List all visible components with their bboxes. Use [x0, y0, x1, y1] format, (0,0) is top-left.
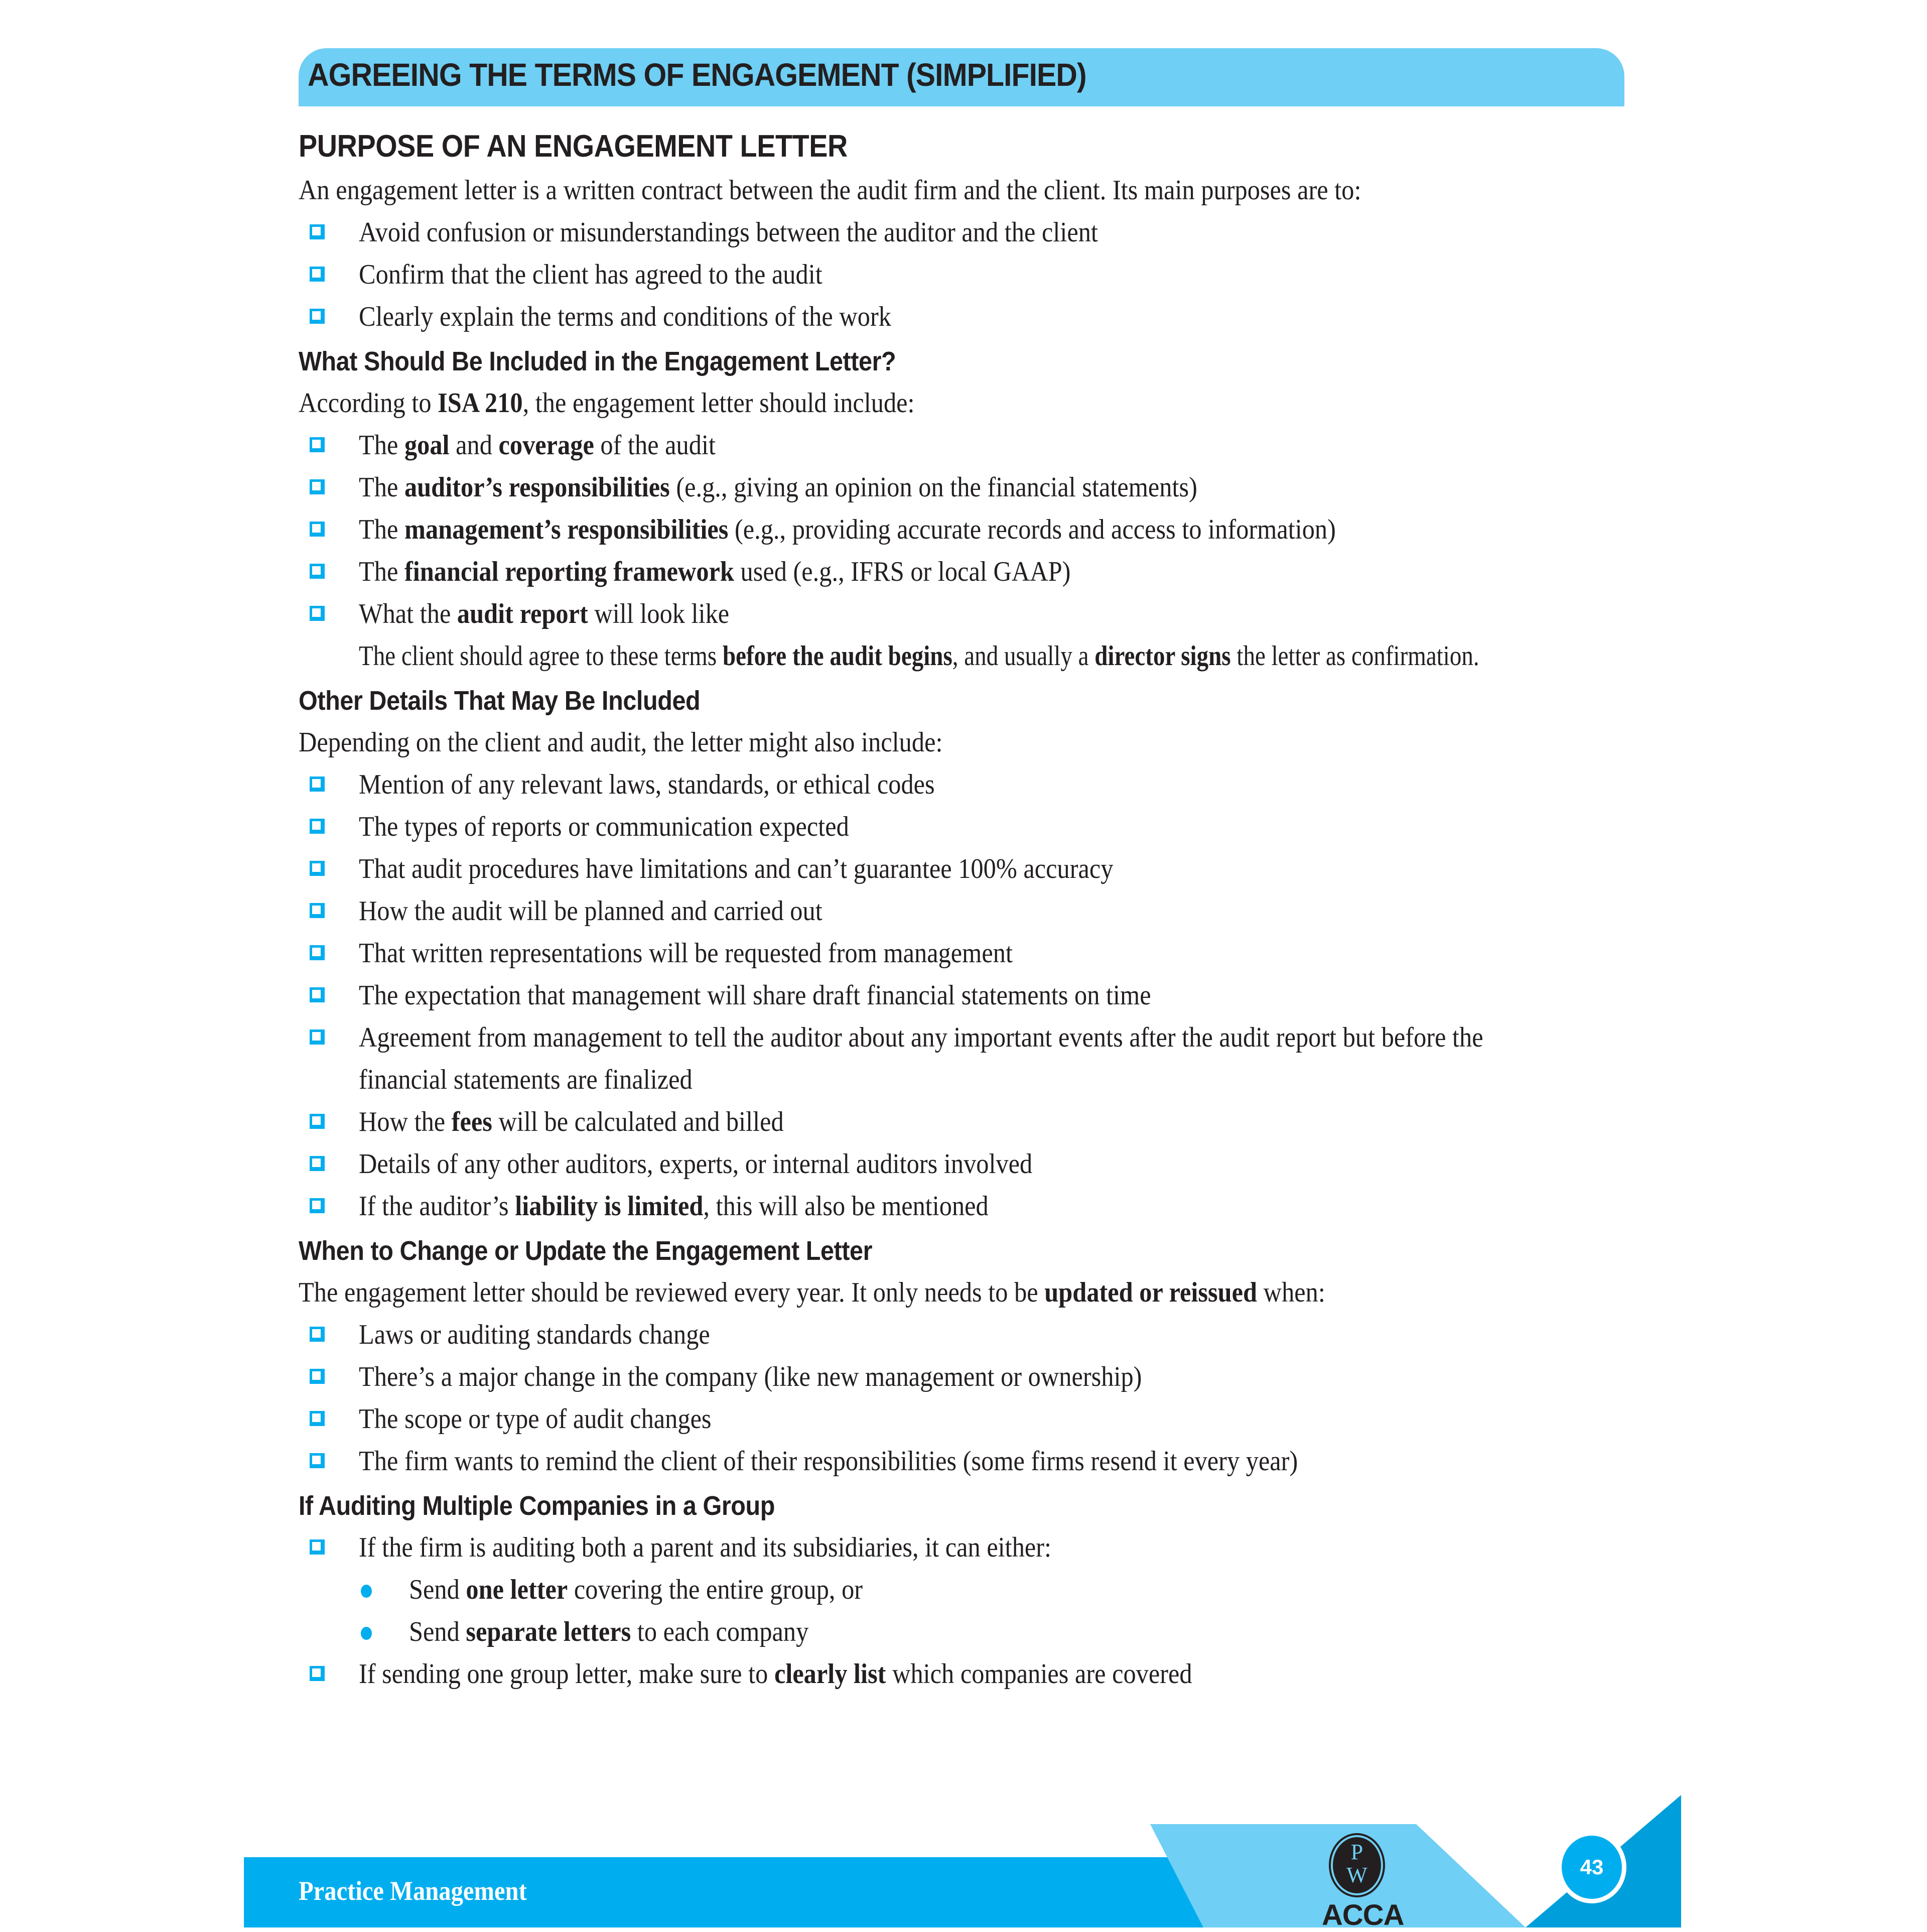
list-item: Details of any other auditors, experts, or internal auditors involved: [299, 1143, 1624, 1185]
section-heading-included: What Should Be Included in the Engagement Letter?: [299, 346, 896, 376]
sub-list-item: Send separate letters to each company: [299, 1611, 1624, 1653]
acca-logo-text: ACCA: [1322, 1899, 1404, 1931]
section-heading-update: When to Change or Update the Engagement Letter: [299, 1236, 873, 1266]
list-item: How the audit will be planned and carried out: [299, 890, 1624, 932]
list-item: What the audit report will look like: [299, 593, 1624, 635]
list-item: The financial reporting framework used (e.g., IFRS or local GAAP): [299, 551, 1624, 593]
sub-list-item: Send one letter covering the entire group, or: [299, 1569, 1624, 1611]
list-item: The expectation that management will share draft financial statements on time: [299, 974, 1624, 1016]
footer-section-label: Practice Management: [299, 1876, 527, 1906]
list-item: Mention of any relevant laws, standards, or ethical codes: [299, 763, 1624, 806]
update-intro: The engagement letter should be reviewed every year. It only needs to be updated or reissued when:: [299, 1277, 1325, 1308]
page-number: 43: [1557, 1831, 1626, 1903]
list-item: If sending one group letter, make sure to clearly list which companies are covered: [299, 1653, 1624, 1695]
list-item: How the fees will be calculated and billed: [299, 1101, 1624, 1143]
list-item: The management’s responsibilities (e.g., providing accurate records and access to information): [299, 508, 1624, 551]
page-title: AGREEING THE TERMS OF ENGAGEMENT (SIMPLIFIED): [308, 57, 1086, 93]
included-note: The client should agree to these terms before the audit begins, and usually a director signs the letter as confirmation.: [359, 640, 1479, 672]
list-item: The auditor’s responsibilities (e.g., giving an opinion on the financial statements): [299, 466, 1624, 508]
list-item: There’s a major change in the company (like new management or ownership): [299, 1356, 1624, 1398]
included-intro: According to ISA 210, the engagement letter should include:: [299, 388, 915, 419]
pw-acca-logo: [1322, 1837, 1404, 1932]
section-heading-group: If Auditing Multiple Companies in a Group: [299, 1491, 775, 1521]
list-item: The types of reports or communication expected: [299, 806, 1624, 848]
list-item: That audit procedures have limitations and can’t guarantee 100% accuracy: [299, 848, 1624, 890]
section-heading-other: Other Details That May Be Included: [299, 686, 701, 716]
list-item: Clearly explain the terms and conditions of the work: [299, 296, 1624, 338]
list-item: If the auditor’s liability is limited, this will also be mentioned: [299, 1185, 1624, 1227]
list-item: If the firm is auditing both a parent and its subsidiaries, it can either:: [299, 1526, 1624, 1569]
list-item: Agreement from management to tell the auditor about any important events after the audit report but before the financial statements are finalized: [299, 1016, 1624, 1101]
section-heading-purpose: PURPOSE OF AN ENGAGEMENT LETTER: [299, 129, 848, 164]
list-item: The scope or type of audit changes: [299, 1398, 1624, 1440]
list-item: Confirm that the client has agreed to the audit: [299, 253, 1624, 296]
other-intro: Depending on the client and audit, the letter might also include:: [299, 727, 943, 758]
list-item: The goal and coverage of the audit: [299, 424, 1624, 466]
list-item: Avoid confusion or misunderstandings between the auditor and the client: [299, 211, 1624, 253]
list-item: Laws or auditing standards change: [299, 1314, 1624, 1356]
list-item: That written representations will be requested from management: [299, 932, 1624, 974]
list-item: The firm wants to remind the client of their responsibilities (some firms resend it every year): [299, 1440, 1624, 1482]
purpose-intro: An engagement letter is a written contract between the audit firm and the client. Its main purposes are to:: [299, 175, 1361, 206]
pw-logo-icon: P W: [1333, 1837, 1381, 1893]
